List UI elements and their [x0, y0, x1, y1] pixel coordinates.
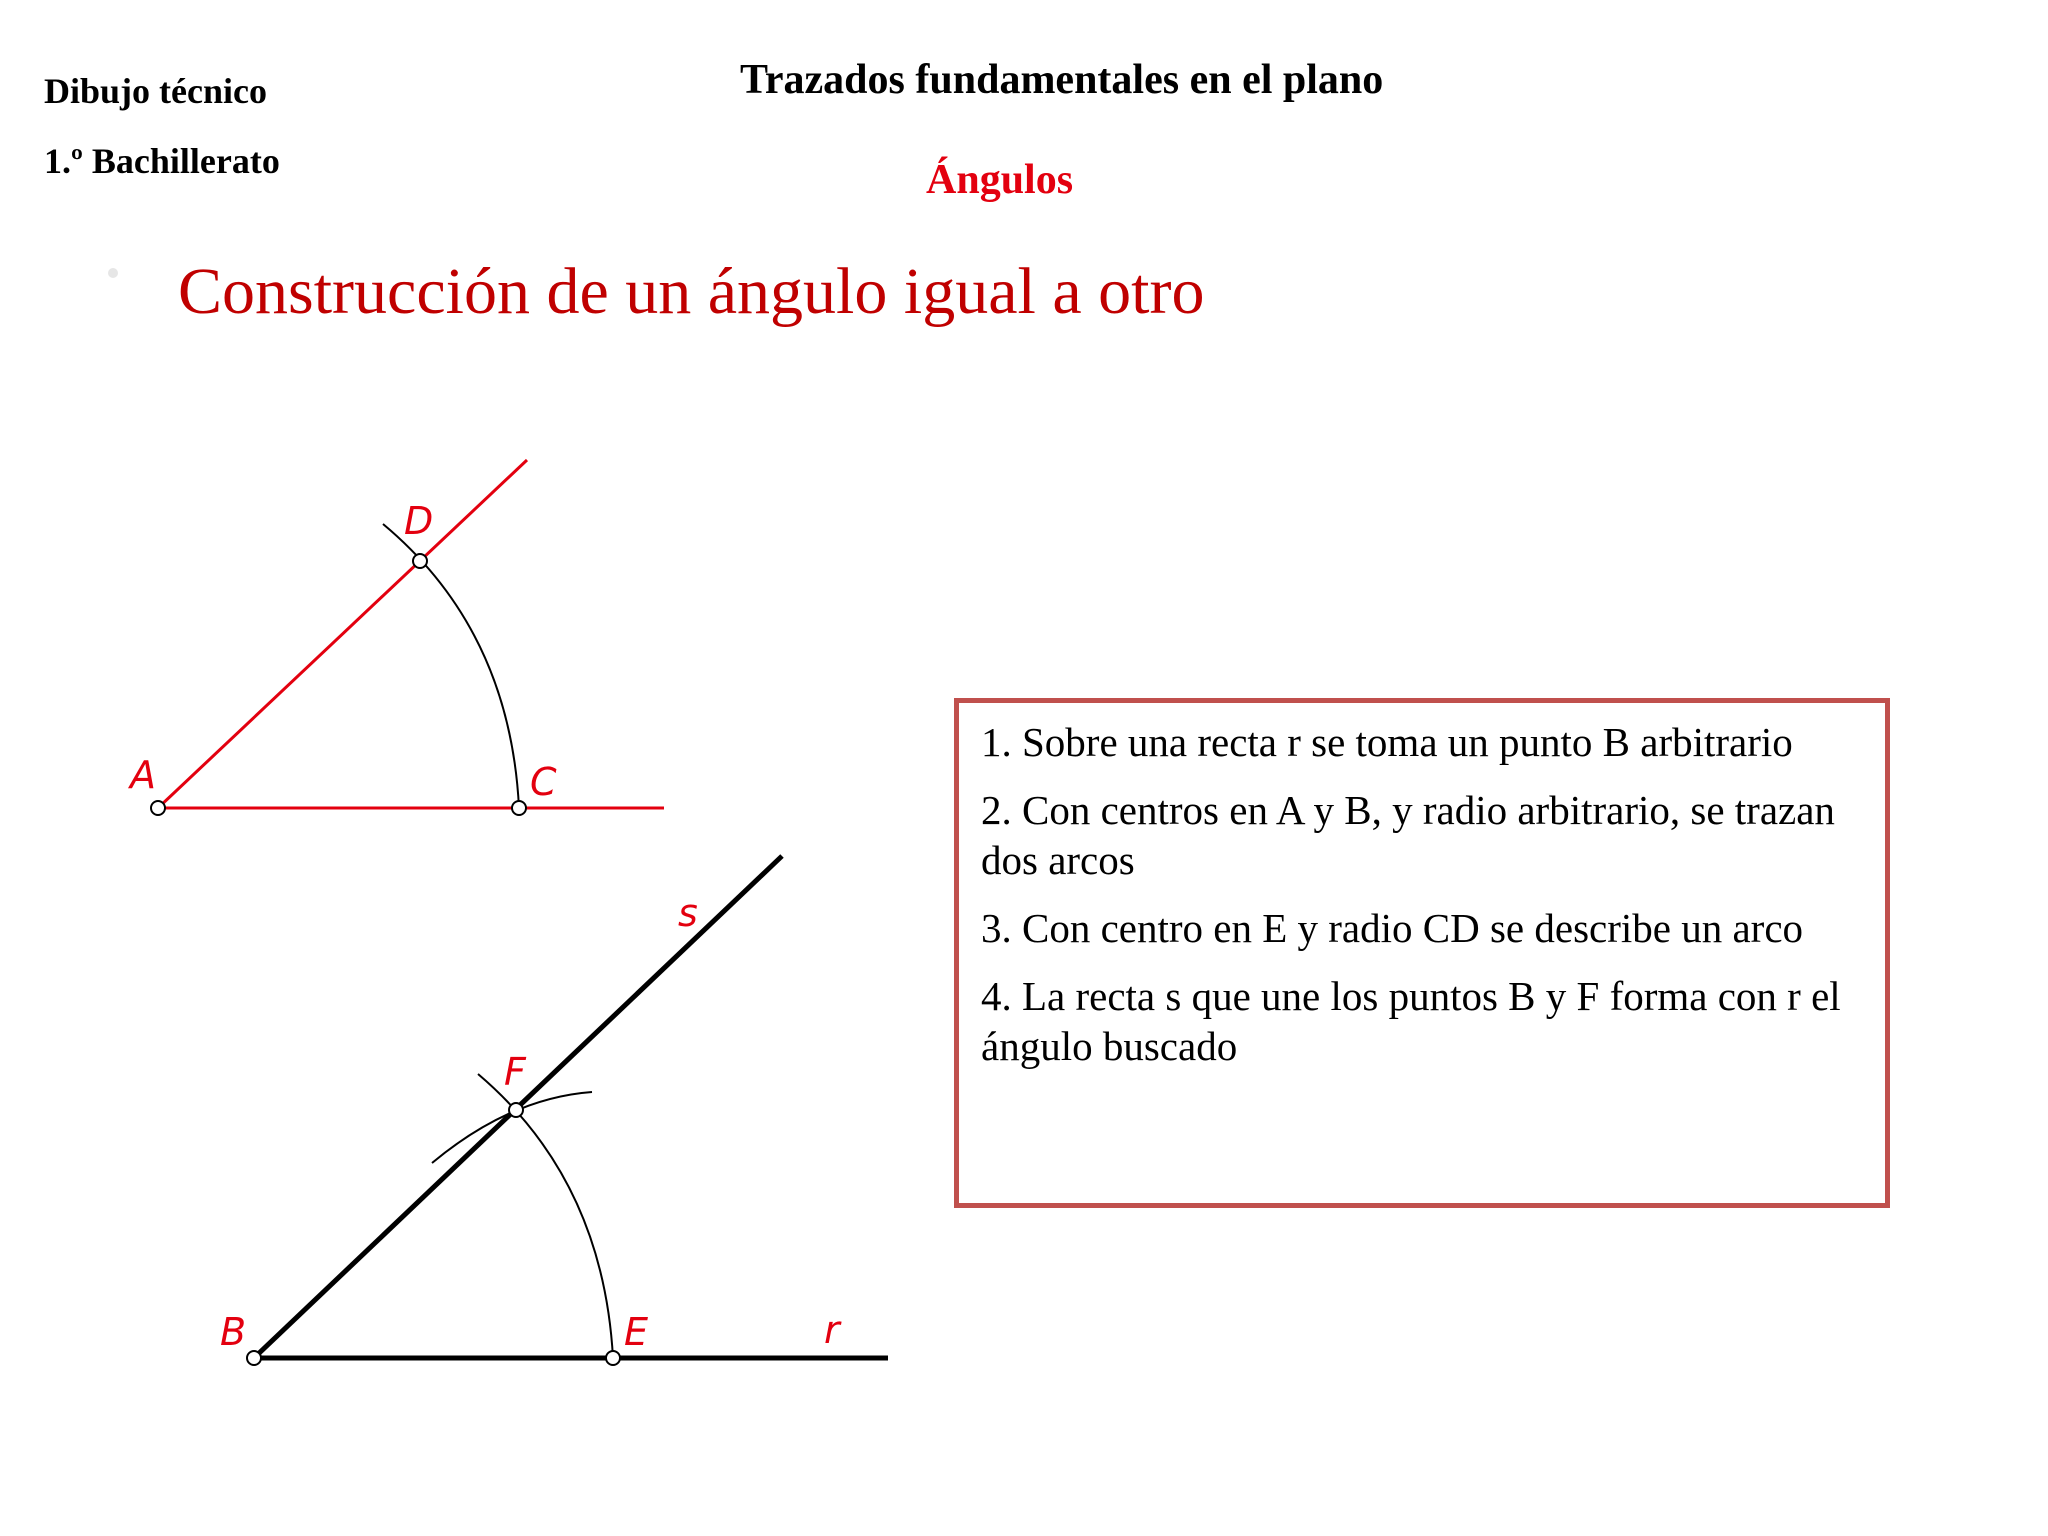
subject-label: Dibujo técnico: [44, 71, 267, 111]
label-b: B: [220, 1310, 247, 1354]
unit-title: Trazados fundamentales en el plano: [740, 57, 1384, 103]
label-a: A: [130, 753, 156, 797]
side-ad: [158, 460, 527, 808]
point-a: [151, 801, 165, 815]
arc-ef: [478, 1074, 613, 1358]
point-b: [247, 1351, 261, 1365]
label-r: r: [824, 1308, 840, 1352]
point-e: [606, 1351, 620, 1365]
steps-box: [954, 698, 1890, 1208]
label-e: E: [624, 1310, 649, 1354]
topic-title: Ángulos: [926, 157, 1074, 203]
label-s: s: [678, 891, 698, 935]
point-d: [413, 554, 427, 568]
step-3: 3. Con centro en E y radio CD se describe un arco: [981, 905, 1804, 951]
original-angle: [127, 460, 664, 815]
step-1: 1. Sobre una recta r se toma un punto B arbitrario: [981, 719, 1793, 765]
point-c: [512, 801, 526, 815]
slide-title: Construcción de un ángulo igual a otro: [178, 255, 1205, 328]
arc-cd-transfer: [432, 1092, 592, 1163]
course-label: 1.º Bachillerato: [44, 141, 280, 181]
point-f: [509, 1103, 523, 1117]
label-d: D: [404, 499, 434, 543]
label-c: C: [530, 760, 557, 804]
copied-angle: [220, 856, 888, 1365]
arc-cd: [383, 524, 519, 808]
label-f: F: [504, 1050, 526, 1094]
step-4: 4. La recta s que une los puntos B y F forma con r el ángulo buscado: [981, 973, 1841, 1069]
step-2: 2. Con centros en A y B, y radio arbitrario, se trazan dos arcos: [981, 787, 1835, 883]
